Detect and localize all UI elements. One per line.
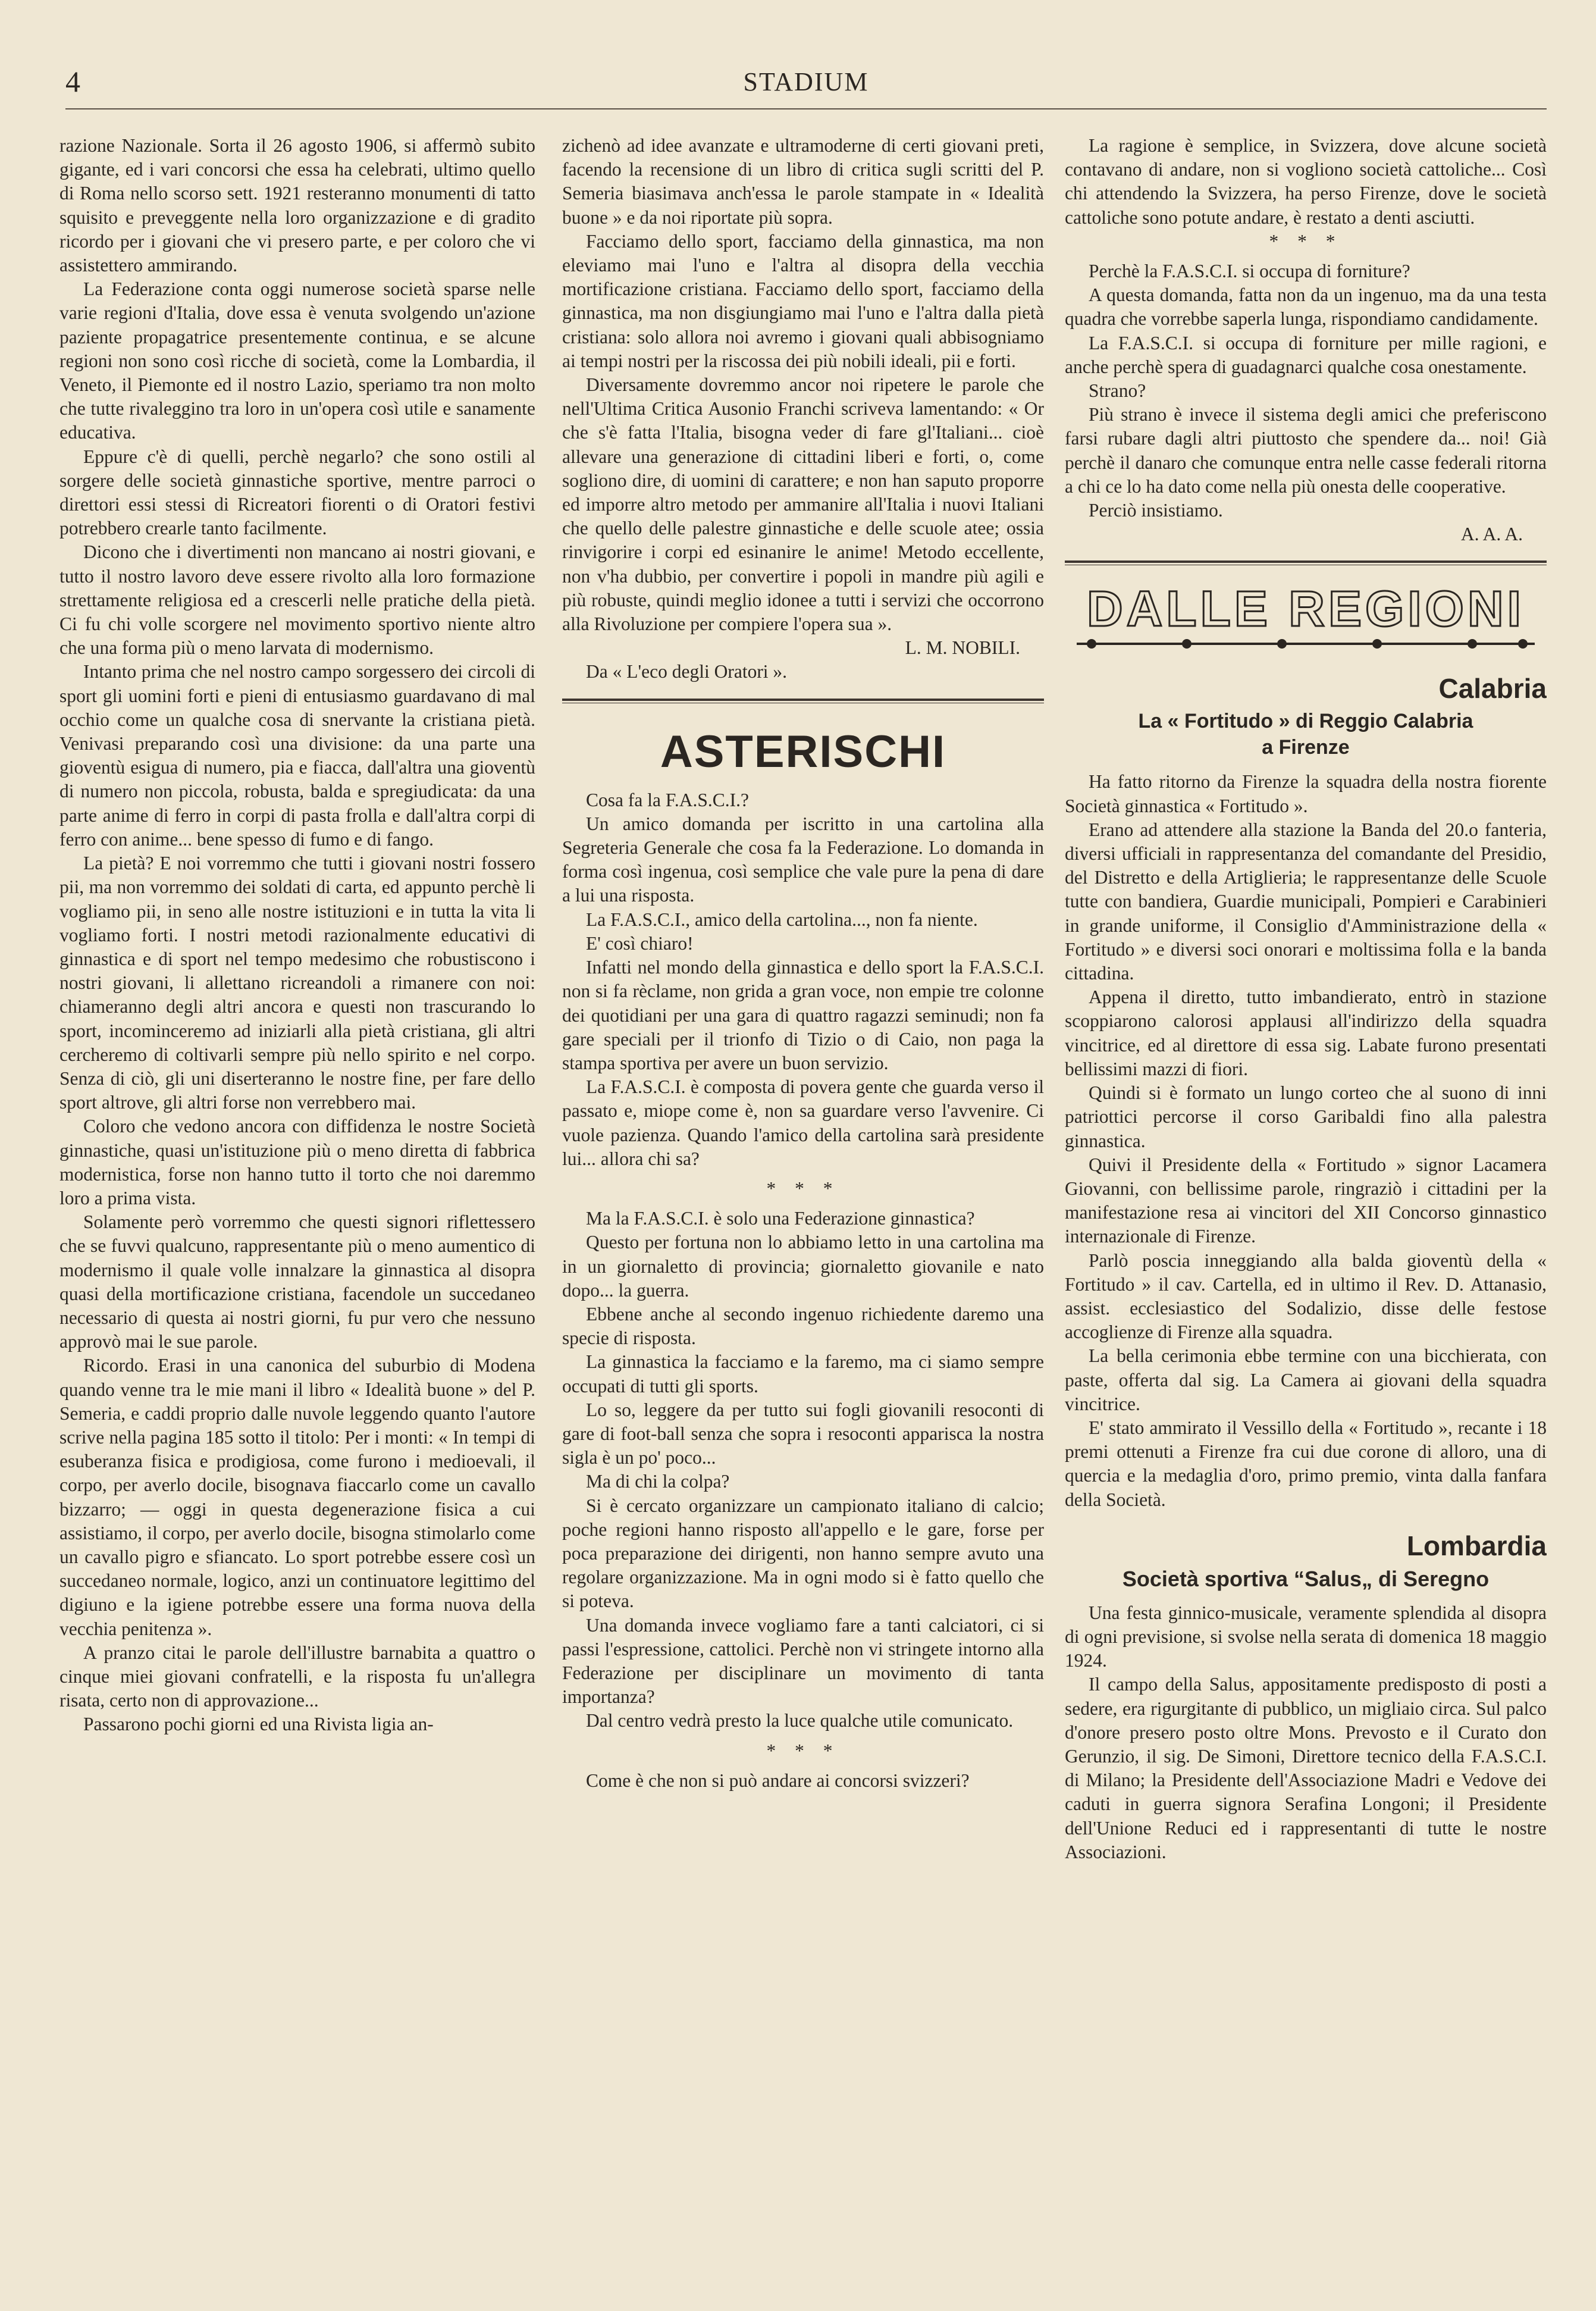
paragraph: Strano? xyxy=(1089,380,1146,402)
subtitle-line: a Firenze xyxy=(1262,736,1350,759)
paragraph: Facciamo dello sport, facciamo della ginnastica, ma non eleviamo mai l'uno e l'altra al disopra della vecchia mortificazione cristiana. Facciamo dello sport, facciamo della ginnastica, ma non disgiungiamo mai l'uno e l'altra dalla pietà cristiana: solo allora noi avremo i giovani quali abbisogniamo ai tempi nostri per la riscossa dei più nobili ideali, pii e forti. xyxy=(562,230,1044,371)
column-1 xyxy=(59,134,535,2288)
paragraph: Parlò poscia inneggiando alla balda gioventù della « Fortitudo » il cav. Cartella, ed in ultimo il Rev. D. Attanasio, assist. ecclesiastico del Sodalizio, disse delle festose accoglienze di Firenze alla squadra. xyxy=(1065,1250,1547,1343)
asterism-separator: * * * xyxy=(766,1740,840,1761)
paragraph: La Federazione conta oggi numerose società sparse nelle varie regioni d'Italia, dove essa è venuta svolgendo un'azione paziente propagatrice presentemente continua, e se alcune regioni non sono così ricche di società, come la Lombardia, il Veneto, il Piemonte ed il nostro Lazio, speriamo tra non molto che tutte rivaleggino tra loro in un'opera così utile e sanamente educativa. xyxy=(59,278,535,443)
paragraph: Eppure c'è di quelli, perchè negarlo? che sono ostili al sorgere delle società ginnastiche sportive, mentre parroci o direttori essi stessi di Ricreatori fiorenti o di Oratori festivi potrebbero crearle tanto facilmente. xyxy=(59,446,535,539)
article-source: Da « L'eco degli Oratori ». xyxy=(586,661,788,682)
paragraph: Dal centro vedrà presto la luce qualche utile comunicato. xyxy=(586,1710,1014,1731)
paragraph: Intanto prima che nel nostro campo sorgessero dei circoli di sport gli uomini forti e pieni di entusiasmo guardavano di mal occhio come un qualche cosa di snervante la cristiana pietà. Venivasi preparando così una divisione: da una parte una gioventù esigua di numero, pia e fiacca, dall'altra una gioventù di numero non piccola, robusta, balda e spregiudicata: da una parte anime di ferro in corpi di pasta frolla e dall'altra corpi di ferro con anime... bene spesso di fumo e di fango. xyxy=(59,661,535,850)
paragraph: Perchè la F.A.S.C.I. si occupa di forniture? xyxy=(1089,261,1410,282)
subtitle-line: La « Fortitudo » di Reggio Calabria xyxy=(1138,710,1473,733)
paragraph: La bella cerimonia ebbe termine con una bicchierata, con paste, offerta dal sig. La Camera ai giovani della squadra vincitrice. xyxy=(1065,1345,1547,1414)
column-3 xyxy=(1065,134,1547,2288)
paragraph: Ma di chi la colpa? xyxy=(586,1471,730,1492)
paragraph: Perciò insistiamo. xyxy=(1089,500,1223,521)
paragraph: A pranzo citai le parole dell'illustre barnabita a quattro o cinque miei giovani confratelli, e la risposta fu un'allegra risata, certo non di approvazione... xyxy=(59,1642,535,1711)
paragraph: La ragione è semplice, in Svizzera, dove alcune società contavano di andare, non si vogliono società cattoliche... Così chi attendendo la Svizzera, ha perso Firenze, dove le società cattoliche sono potute andare, è restato a denti asciutti. xyxy=(1065,135,1547,228)
paragraph: Passarono pochi giorni ed una Rivista ligia an- xyxy=(83,1714,434,1735)
article-subtitle xyxy=(1065,708,1547,760)
newspaper-title: STADIUM xyxy=(743,67,869,96)
paragraph: La F.A.S.C.I. è composta di povera gente che guarda verso il passato e, miope come è, non sa guardare verso l'avvenire. Ci vuole pazienza. Quando l'amico della cartolina sarà presidente lui... allora chi sa? xyxy=(562,1076,1044,1169)
dalle-regioni-title: DALLE REGIONI xyxy=(1086,581,1525,637)
paragraph: Dicono che i divertimenti non mancano ai nostri giovani, e tutto il nostro lavoro deve essere rivolto alla loro formazione strettamente religiosa ed a crescerli nelle pratiche della pietà. Ci fu chi volle scorgere nel movimento sportivo niente altro che una forma più o meno larvata di modernismo. xyxy=(59,541,535,659)
paragraph: La F.A.S.C.I., amico della cartolina..., non fa niente. xyxy=(586,909,978,930)
paragraph: La pietà? E noi vorremmo che tutti i giovani nostri fossero pii, ma non vorremmo dei soldati di carta, ed appunto perchè li vogliamo pii, in seno alle nostre istituzioni e in tutta la vita li vogliamo forti. I nostri metodi razionalmente educativi di ginnastica e di sport nel tempo medesimo che robustiscono i nostri giovani, li allettano ricreandoli a rimanere con noi: chiameranno degli altri ancora e questi non trascurando lo sport, incominceremo ad iniziarli alla pietà cristiana, gli altri cercheremo di coltivarli sempre più nello spirito e nel corpo. Senza di ciò, gli uni diserteranno le nostre fine, per fare dello sport altrove, gli altri forse non verrebbero mai. xyxy=(59,853,535,1113)
paragraph: Come è che non si può andare ai concorsi svizzeri? xyxy=(586,1770,970,1791)
paragraph: La ginnastica la facciamo e la faremo, ma ci siamo sempre occupati di tutti gli sports. xyxy=(562,1351,1044,1396)
paragraph: Questo per fortuna non lo abbiamo letto in una cartolina ma in un giornaletto di provincia; giornaletto giovanile e nato dopo... la guerra. xyxy=(562,1232,1044,1301)
paragraph: La F.A.S.C.I. si occupa di forniture per mille ragioni, e anche perchè spera di guadagnarci qualche cosa onestamente. xyxy=(1065,332,1547,377)
dalle-regioni-banner xyxy=(1065,571,1547,660)
section-heading-asterischi: ASTERISCHI xyxy=(660,726,946,777)
section-divider xyxy=(562,699,1044,703)
paragraph: Lo so, leggere da per tutto sui fogli giovanili resoconti di gare di foot-ball senza che sopra i resoconti apparisca la nostra sigla è un po' poco... xyxy=(562,1399,1044,1468)
paragraph: Cosa fa la F.A.S.C.I.? xyxy=(586,789,749,810)
paragraph: E' stato ammirato il Vessillo della « Fortitudo », recante i 18 premi ottenuti a Firenze fra cui due corone di alloro, una di quercia e la medaglia d'oro, primo premio, vinta dalla fanfara della Società. xyxy=(1065,1417,1547,1510)
paragraph: Ma la F.A.S.C.I. è solo una Federazione ginnastica? xyxy=(586,1208,975,1229)
paragraph: Una festa ginnico-musicale, veramente splendida al disopra di ogni previsione, si svolse nella serata di domenica 18 maggio 1924. xyxy=(1065,1602,1547,1671)
page-number: 4 xyxy=(65,65,80,98)
column-2 xyxy=(562,134,1044,2288)
paragraph: Appena il diretto, tutto imbandierato, entrò in stazione scoppiarono calorosi applausi all'indirizzo della squadra vincitrice, ed al direttore di essa sig. Labate furono presentati bellissimi mazzi di fiori. xyxy=(1065,987,1547,1079)
paragraph: Un amico domanda per iscritto in una cartolina alla Segreteria Generale che cosa fa la Federazione. Lo domanda in forma così ingenua, così semplice che vale pure la pena di dare a lui una risposta. xyxy=(562,813,1044,906)
article-signature: A. A. A. xyxy=(1460,524,1523,545)
region-heading-lombardia: Lombardia xyxy=(1406,1530,1547,1561)
header-rule xyxy=(65,108,1547,109)
paragraph: Coloro che vedono ancora con diffidenza le nostre Società ginnastiche, quasi un'istituzione più o meno diretta di fabbrica modernistica, forse non hanno tutto il torto che noi daremmo loro a prima vista. xyxy=(59,1116,535,1208)
paragraph: zichenò ad idee avanzate e ultramoderne di certi giovani preti, facendo la recensione di un libro di critica sugli scritti del P. Semeria biasimava anch'essa le parole stampate in « Idealità buone » e da noi riportate più sopra. xyxy=(562,135,1044,228)
paragraph: Erano ad attendere alla stazione la Banda del 20.o fanteria, diversi ufficiali in rappresentanza del comandante del Presidio, del Distretto e della Artiglieria; le rappresentanze delle Scuole tutte con bandiera, Guardie municipali, Pompieri e Carabinieri in grande uniforme, il Consiglio d'Amministrazione della « Fortitudo » e diversi soci onorari e moltissima folla e la banda cittadina. xyxy=(1065,819,1547,984)
dalle-regioni-ornament xyxy=(1065,571,1547,660)
paragraph: razione Nazionale. Sorta il 26 agosto 1906, si affermò subito gigante, ed i vari concorsi che essa ha celebrati, ultimo quello di Roma nello scorso sett. 1921 resteranno monumenti di tatto squisito e preveggente nella loro organizzazione e di gradito ricordo per i giovani che vi presero parte, e per coloro che vi assistettero ammirando. xyxy=(59,135,535,276)
paragraph: A questa domanda, fatta non da un ingenuo, ma da una testa quadra che vorrebbe saperla lunga, rispondiamo candidamente. xyxy=(1065,284,1547,330)
paragraph: Il campo della Salus, appositamente predisposto di posti a sedere, era rigurgitante di pubblico, un migliaio circa. Sul palco d'onore presero posto oltre Mons. Prevosto e il Curato don Gerunzio, il sig. De Simoni, Direttore tecnico della F.A.S.C.I. di Milano; la Presidente dell'Associazione Madri e Vedove dei caduti in guerra signora Serafina Longoni; il Presidente dell'Unione Reduci ed i rappresentanti di tutte le nostre Associazioni. xyxy=(1065,1674,1547,1862)
article-subtitle: Società sportiva “Salus„ di Seregno xyxy=(1122,1566,1490,1591)
paragraph: Ricordo. Erasi in una canonica del suburbio di Modena quando venne tra le mie mani il libro « Idealità buone » del P. Semeria, e caddi proprio dalle nuvole leggendo quanto l'autore scrive nella pagina 185 sotto il titolo: Per i monti: « In tempi di esuberanza fisica e prodigiosa, come furono i medioevali, il corpo, per averlo docile, bisognava fiaccarlo come un cavallo bizzarro; — oggi in questa degenerazione fisica a cui assistiamo, il corpo, per averlo docile, bisogna stimolarlo come un cavallo pigro e sfiancato. Lo sport potrebbe essere così un succedaneo normale, logico, anzi un continuatore legittimo del digiuno e la igiene potrebbe essere una forma nuova della vecchia penitenza ». xyxy=(59,1355,535,1639)
asterism-separator: * * * xyxy=(766,1178,840,1199)
section-divider xyxy=(1065,560,1547,565)
page-header xyxy=(65,64,1547,106)
paragraph: E' così chiaro! xyxy=(586,932,694,954)
paragraph: Solamente però vorremmo che questi signori riflettessero che se fuvvi qualcuno, rappresentante più o meno aumentico di modernismo il quale volle innalzare la ginnastica al disopra quasi della mortificazione cristiana, facendole un succedaneo necessario di questa ai nostri giorni, fu pur vero che nessuno approvò mai le sue parole. xyxy=(59,1211,535,1352)
article-signature: L. M. NOBILI. xyxy=(905,637,1020,659)
paragraph: Più strano è invece il sistema degli amici che preferiscono farsi rubare dagli altri piuttosto che spendere da... noi! Già perchè il danaro che comunque entra nelle casse federali ritorna a chi ce lo ha dato come nella più onesta delle cooperative. xyxy=(1065,404,1547,497)
asterism-separator: * * * xyxy=(1269,230,1343,252)
paragraph: Diversamente dovremmo ancor noi ripetere le parole che nell'Ultima Critica Ausonio Franchi scriveva lamentando: « Or che s'è fatta l'Italia, bisogna veder di fare gl'Italiani... cioè allevare una generazione di cittadini liberi e forti, o, come sogliono dire, di uomini di carattere; e non han saputo proporre ed imporre altro metodo per ammanire all'Italia i nuovi Italiani che quello delle palestre ginnastiche e delle scuole atee; ossia rinvigorire i corpi ed esinanire le anime! Metodo eccellente, non v'ha dubbio, per convertire i popoli in mandre più agili e più robuste, quindi meglio idonee a tutti i servizi che occorrono alla Rivoluzione per compiere l'opera sua ». xyxy=(562,374,1044,635)
paragraph: Infatti nel mondo della ginnastica e dello sport la F.A.S.C.I. non si fa rèclame, non grida a gran voce, non empie tre colonne dei quotidiani per una gara di quattro ragazzi seminudi; non fa gare speciali per il trionfo di Tizio o di Caio, non paga la stampa sportiva per avere un buon servizio. xyxy=(562,957,1044,1073)
region-heading-calabria: Calabria xyxy=(1438,673,1547,704)
paragraph: Quindi si è formato un lungo corteo che al suono di inni patriottici percorse il corso Garibaldi fino alla palestra ginnastica. xyxy=(1065,1082,1547,1151)
paragraph: Si è cercato organizzare un campionato italiano di calcio; poche regioni hanno risposto all'appello e le gare, forse per poca preparazione dei dirigenti, non hanno sempre avuto una regolare organizzazione. Ma in ogni modo si è fatto quello che si poteva. xyxy=(562,1495,1044,1612)
paragraph: Ebbene anche al secondo ingenuo richiedente daremo una specie di risposta. xyxy=(562,1303,1044,1349)
paragraph: Ha fatto ritorno da Firenze la squadra della nostra fiorente Società ginnastica « Fortitudo ». xyxy=(1065,771,1547,816)
paragraph: Quivi il Presidente della « Fortitudo » signor Lacamera Giovanni, con bellissime parole, ringraziò i cittadini per la manifestazione resa ai vincitori del XII Concorso ginnastico internazionale di Firenze. xyxy=(1065,1154,1547,1247)
paragraph: Una domanda invece vogliamo fare a tanti calciatori, ci si passi l'espressione, cattolici. Perchè non vi stringete intorno alla Federazione per disciplinare un movimento di tanta importanza? xyxy=(562,1614,1044,1708)
